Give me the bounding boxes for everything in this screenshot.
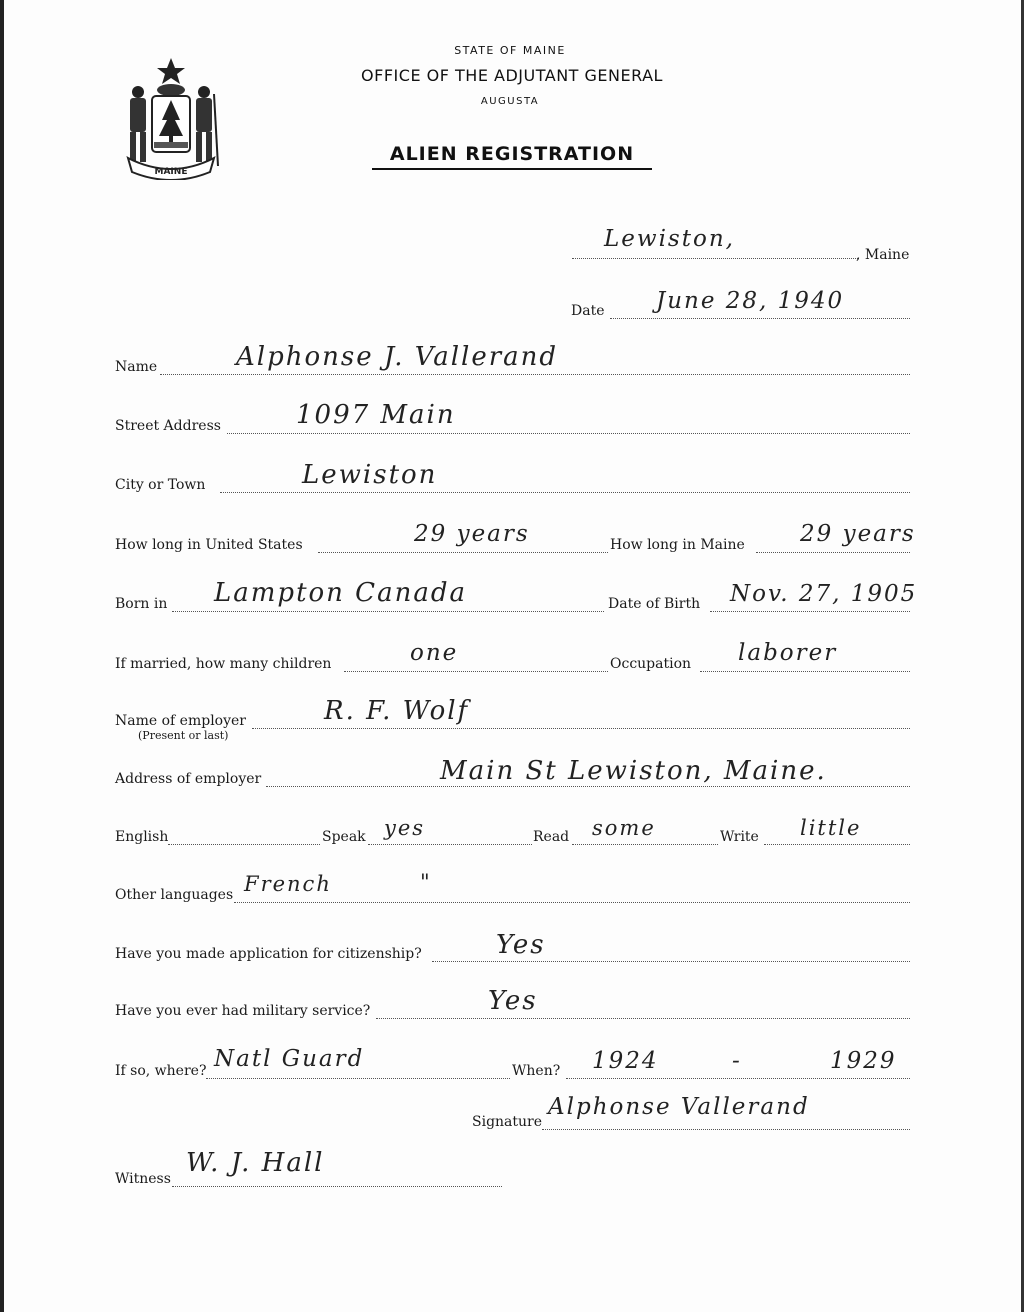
- citizenship-label: Have you made application for citizenship?: [115, 946, 422, 962]
- date-of-birth-line: [710, 611, 910, 612]
- speak-label: Speak: [322, 829, 366, 845]
- how-long-us-line: [318, 552, 608, 553]
- how-long-maine-value: 29 years: [800, 521, 916, 547]
- town-line: [572, 258, 858, 259]
- date-value: June 28, 1940: [656, 288, 845, 314]
- speak-value: yes: [384, 816, 426, 840]
- other-languages-line: [234, 902, 910, 903]
- write-label: Write: [720, 829, 759, 845]
- name-line: [160, 374, 910, 375]
- born-in-label: Born in: [115, 596, 168, 612]
- where-value: Natl Guard: [214, 1046, 365, 1072]
- other-languages-value: French: [244, 872, 332, 896]
- date-of-birth-label: Date of Birth: [608, 596, 701, 612]
- where-label: If so, where?: [115, 1063, 207, 1079]
- english-line: [168, 844, 320, 845]
- svg-text:MAINE: MAINE: [154, 167, 188, 177]
- employer-label: Name of employer: [115, 713, 246, 729]
- employer-address-value: Main St Lewiston, Maine.: [440, 756, 827, 786]
- read-line: [572, 844, 718, 845]
- date-label: Date: [571, 303, 605, 319]
- occupation-label: Occupation: [610, 656, 692, 672]
- children-label: If married, how many children: [115, 656, 332, 672]
- name-label: Name: [115, 359, 158, 375]
- employer-line: [252, 728, 910, 729]
- office-heading: OFFICE OF THE ADJUTANT GENERAL: [361, 66, 663, 85]
- when-line: [566, 1078, 910, 1079]
- how-long-us-value: 29 years: [414, 521, 530, 547]
- city-heading: AUGUSTA: [480, 96, 540, 107]
- name-value: Alphonse J. Vallerand: [236, 342, 559, 372]
- maine-label: , Maine: [856, 247, 910, 263]
- where-line: [206, 1078, 510, 1079]
- speak-line: [368, 844, 532, 845]
- witness-label: Witness: [115, 1171, 171, 1187]
- other-languages-label: Other languages: [115, 887, 234, 903]
- employer-address-label: Address of employer: [115, 771, 262, 787]
- children-value: one: [410, 640, 459, 666]
- born-in-line: [172, 611, 604, 612]
- when-label: When?: [512, 1063, 561, 1079]
- street-address-value: 1097 Main: [296, 400, 456, 430]
- other-languages-ditto: ": [420, 870, 432, 894]
- military-label: Have you ever had military service?: [115, 1003, 371, 1019]
- read-label: Read: [533, 829, 570, 845]
- when-from-value: 1924: [592, 1048, 659, 1074]
- military-line: [376, 1018, 910, 1019]
- when-to-value: 1929: [830, 1048, 897, 1074]
- date-of-birth-value: Nov. 27, 1905: [730, 581, 918, 607]
- street-address-line: [227, 433, 910, 434]
- children-line: [344, 671, 608, 672]
- form-title: ALIEN REGISTRATION: [389, 143, 635, 165]
- witness-line: [172, 1186, 502, 1187]
- title-underline: [372, 168, 652, 170]
- town-value: Lewiston,: [604, 226, 735, 252]
- employer-value: R. F. Wolf: [324, 696, 470, 726]
- present-or-last-label: (Present or last): [138, 729, 229, 742]
- citizenship-line: [432, 961, 910, 962]
- city-label: City or Town: [115, 477, 206, 493]
- write-line: [764, 844, 910, 845]
- employer-address-line: [266, 786, 910, 787]
- born-in-value: Lampton Canada: [214, 578, 467, 608]
- signature-label: Signature: [472, 1114, 543, 1130]
- signature-value: Alphonse Vallerand: [548, 1094, 810, 1120]
- occupation-value: laborer: [738, 640, 838, 666]
- how-long-us-label: How long in United States: [115, 537, 303, 553]
- write-value: little: [800, 816, 862, 840]
- when-dash: -: [732, 1048, 742, 1074]
- citizenship-value: Yes: [496, 930, 546, 960]
- date-line: [610, 318, 910, 319]
- street-address-label: Street Address: [115, 418, 221, 434]
- signature-line: [542, 1129, 910, 1130]
- read-value: some: [592, 816, 656, 840]
- english-label: English: [115, 829, 169, 845]
- how-long-maine-line: [756, 552, 910, 553]
- witness-value: W. J. Hall: [186, 1148, 325, 1178]
- city-value: Lewiston: [302, 460, 438, 490]
- occupation-line: [700, 671, 910, 672]
- state-heading: STATE OF MAINE: [454, 44, 566, 57]
- military-value: Yes: [488, 986, 538, 1016]
- how-long-maine-label: How long in Maine: [610, 537, 745, 553]
- city-line: [220, 492, 910, 493]
